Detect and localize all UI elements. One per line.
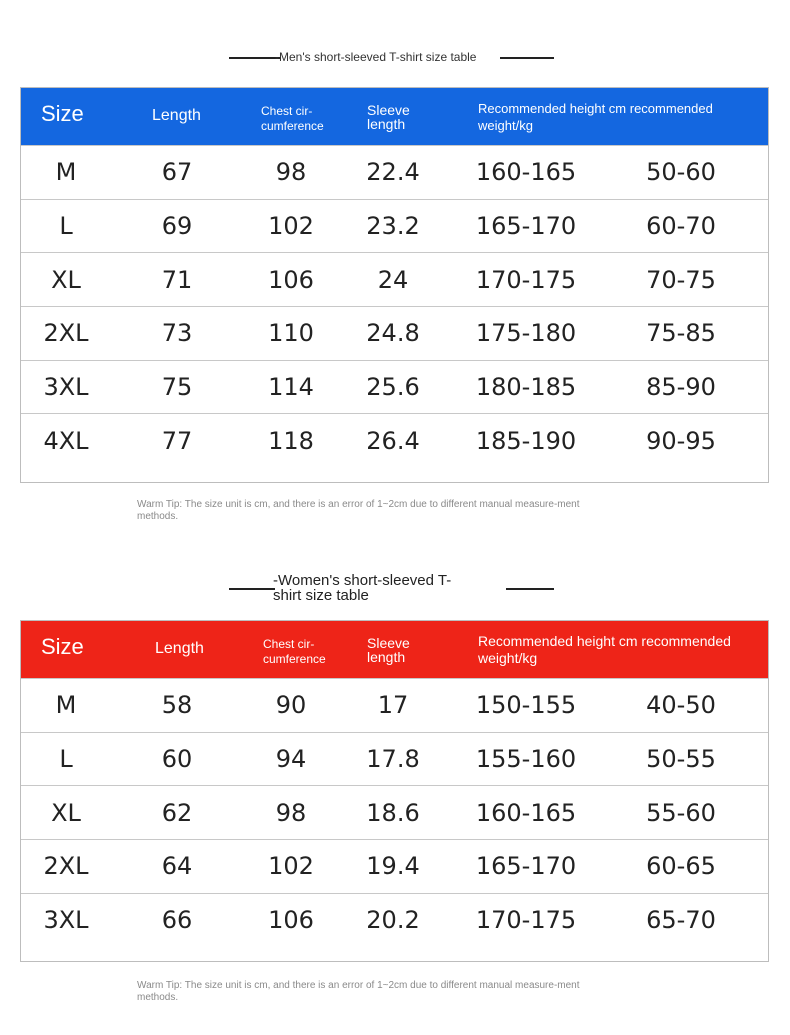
size-cell: L	[59, 212, 73, 241]
weight-cell: 50-55	[646, 745, 716, 774]
weight-cell: 70-75	[646, 265, 716, 294]
table-row	[21, 360, 768, 414]
weight-cell: 85-90	[646, 373, 716, 402]
length-cell: 66	[161, 906, 193, 935]
sleeve-cell: 23.2	[366, 212, 420, 241]
header-length: Length	[155, 640, 204, 657]
height-cell: 165-170	[475, 212, 577, 241]
table-row	[21, 732, 768, 786]
sleeve-cell: 20.2	[366, 906, 420, 935]
chest-cell: 102	[268, 212, 314, 241]
weight-cell: 60-70	[646, 212, 716, 241]
header-recommended: Recommended height cm recommended weight/kg	[478, 101, 713, 133]
length-cell: 75	[161, 373, 193, 402]
size-cell: 4XL	[43, 426, 89, 455]
size-cell: 3XL	[43, 906, 89, 935]
sleeve-cell: 26.4	[366, 426, 420, 455]
chest-cell: 90	[275, 691, 307, 720]
weight-cell: 55-60	[646, 798, 716, 827]
sleeve-cell: 17.8	[366, 745, 420, 774]
size-cell: M	[55, 691, 77, 720]
sleeve-cell: 25.6	[366, 373, 420, 402]
women-size-table	[20, 620, 769, 962]
women-table-header	[21, 621, 768, 678]
header-chest: Chest cir-cumference	[263, 637, 326, 666]
chest-cell: 98	[275, 798, 307, 827]
chest-cell: 110	[268, 319, 314, 348]
height-cell: 160-165	[475, 798, 577, 827]
header-chest: Chest cir-cumference	[261, 104, 324, 133]
sleeve-cell: 24.8	[366, 319, 420, 348]
men-title-line-left	[229, 57, 281, 59]
chest-cell: 114	[268, 373, 314, 402]
women-table-title: -Women's short-sleeved T-shirt size table	[273, 572, 452, 604]
height-cell: 170-175	[475, 906, 577, 935]
header-sleeve: Sleeve length	[367, 102, 410, 132]
size-cell: L	[59, 745, 73, 774]
weight-cell: 60-65	[646, 852, 716, 881]
height-cell: 165-170	[475, 852, 577, 881]
sleeve-cell: 19.4	[366, 852, 420, 881]
weight-cell: 40-50	[646, 691, 716, 720]
size-cell: M	[55, 158, 77, 187]
men-warm-tip: Warm Tip: The size unit is cm, and there is an error of 1~2cm due to different manual measure-ment methods.	[137, 499, 580, 522]
weight-cell: 90-95	[646, 426, 716, 455]
sleeve-cell: 17	[377, 691, 409, 720]
size-cell: XL	[51, 798, 81, 827]
chest-cell: 106	[268, 906, 314, 935]
men-table-title: -Men's short-sleeved T-shirt size table	[275, 50, 477, 64]
table-row	[21, 893, 768, 947]
sleeve-cell: 24	[377, 265, 409, 294]
chest-cell: 98	[275, 158, 307, 187]
sleeve-cell: 22.4	[366, 158, 420, 187]
men-title-line-right	[500, 57, 554, 59]
height-cell: 155-160	[475, 745, 577, 774]
header-recommended: Recommended height cm recommended weight/kg	[478, 633, 731, 666]
table-row	[21, 145, 768, 199]
height-cell: 170-175	[475, 265, 577, 294]
men-table-body	[21, 145, 768, 467]
height-cell: 160-165	[475, 158, 577, 187]
height-cell: 150-155	[475, 691, 577, 720]
length-cell: 60	[161, 745, 193, 774]
chest-cell: 106	[268, 265, 314, 294]
length-cell: 64	[161, 852, 193, 881]
table-row	[21, 306, 768, 360]
size-cell: XL	[51, 265, 81, 294]
women-title-line-right	[506, 588, 554, 590]
women-title-line-left	[229, 588, 275, 590]
length-cell: 58	[161, 691, 193, 720]
table-row	[21, 839, 768, 893]
table-row	[21, 252, 768, 306]
size-cell: 2XL	[43, 319, 89, 348]
length-cell: 71	[161, 265, 193, 294]
height-cell: 175-180	[475, 319, 577, 348]
table-row	[21, 678, 768, 732]
length-cell: 77	[161, 426, 193, 455]
header-length: Length	[152, 107, 201, 124]
length-cell: 62	[161, 798, 193, 827]
length-cell: 73	[161, 319, 193, 348]
table-row	[21, 199, 768, 253]
length-cell: 67	[161, 158, 193, 187]
chest-cell: 118	[268, 426, 314, 455]
height-cell: 185-190	[475, 426, 577, 455]
header-size: Size	[41, 101, 84, 126]
men-size-table	[20, 87, 769, 483]
size-cell: 2XL	[43, 852, 89, 881]
women-table-body	[21, 678, 768, 946]
header-sleeve: Sleeve length	[367, 635, 410, 665]
size-cell: 3XL	[43, 373, 89, 402]
weight-cell: 50-60	[646, 158, 716, 187]
weight-cell: 65-70	[646, 906, 716, 935]
header-size: Size	[41, 634, 84, 659]
women-warm-tip: Warm Tip: The size unit is cm, and there is an error of 1~2cm due to different manual measure-ment methods.	[137, 980, 580, 1003]
sleeve-cell: 18.6	[366, 798, 420, 827]
height-cell: 180-185	[475, 373, 577, 402]
chest-cell: 94	[275, 745, 307, 774]
men-table-header	[21, 88, 768, 145]
weight-cell: 75-85	[646, 319, 716, 348]
table-row	[21, 413, 768, 467]
length-cell: 69	[161, 212, 193, 241]
table-row	[21, 785, 768, 839]
chest-cell: 102	[268, 852, 314, 881]
